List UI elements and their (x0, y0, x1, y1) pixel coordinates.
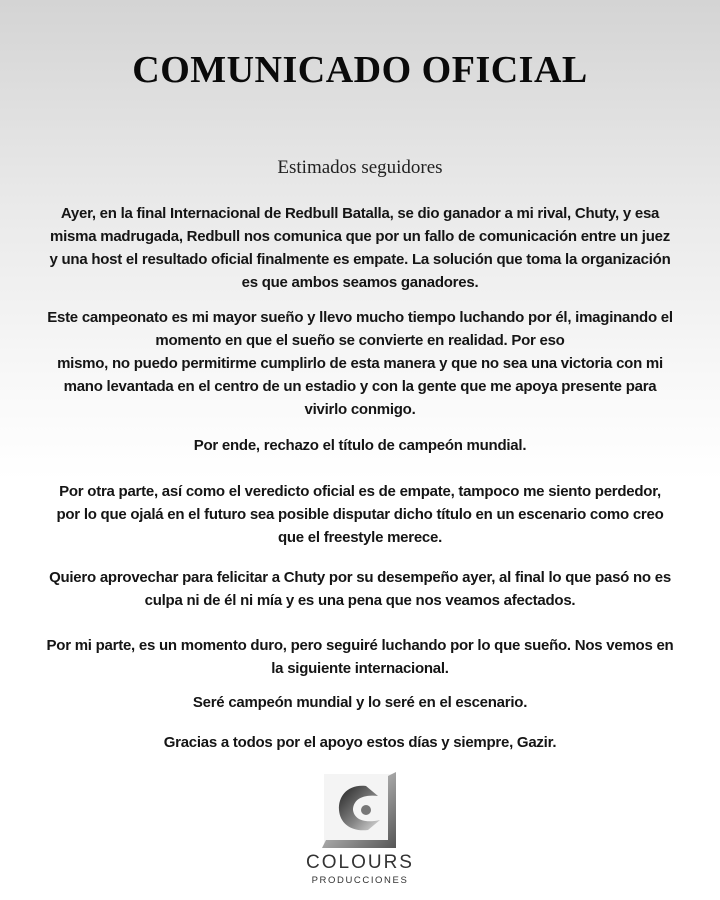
text-line: es que ambos seamos ganadores. (241, 274, 479, 291)
text-line: Quiero aprovechar para felicitar a Chuty por su desempeño ayer, al final lo que pasó no es (49, 569, 671, 586)
text-line: vivirlo conmigo. (304, 401, 416, 418)
text-line: mismo, no puedo permitirme cumplirlo de esta manera y que no sea una victoria con mi (57, 355, 663, 372)
paragraph-4 (0, 480, 720, 549)
text-line: Por mi parte, es un momento duro, pero seguiré luchando por lo que sueño. Nos vemos en (46, 637, 674, 654)
paragraph-5 (0, 566, 720, 612)
greeting: Estimados seguidores (277, 157, 443, 178)
paragraph-7 (0, 691, 720, 714)
text-line: Por otra parte, así como el veredicto oficial es de empate, tampoco me siento perdedor, (59, 483, 661, 500)
text-line: momento en que el sueño se convierte en realidad. Por eso (155, 332, 565, 349)
text-line: Ayer, en la final Internacional de Redbull Batalla, se dio ganador a mi rival, Chuty, y esa (60, 205, 660, 222)
paragraph-3 (0, 434, 720, 457)
text-line: culpa ni de él ni mía y es una pena que nos veamos afectados. (144, 592, 576, 609)
text-line: Gracias a todos por el apoyo estos días y siempre, Gazir. (163, 734, 557, 751)
text-line: la siguiente internacional. (271, 660, 449, 677)
text-line: mano levantada en el centro de un estadio y con la gente que me apoya presente para (63, 378, 657, 395)
text-line: que el freestyle merece. (277, 529, 443, 546)
text-line: misma madrugada, Redbull nos comunica que por un fallo de comunicación entre un juez (50, 228, 670, 245)
colours-logo-icon (322, 772, 398, 848)
text-line: y una host el resultado oficial finalmente es empate. La solución que toma la organización (49, 251, 671, 268)
text-line: Este campeonato es mi mayor sueño y llevo mucho tiempo luchando por él, imaginando el (47, 309, 673, 326)
paragraph-8 (0, 731, 720, 754)
logo-name: COLOURS (306, 852, 414, 873)
text-line: por lo que ojalá en el futuro sea posible disputar dicho título en un escenario como creo (56, 506, 664, 523)
text-line: Por ende, rechazo el título de campeón mundial. (193, 437, 527, 454)
paragraph-6 (0, 634, 720, 680)
paragraph-1 (0, 202, 720, 294)
text-line: Seré campeón mundial y lo seré en el escenario. (192, 694, 528, 711)
paragraph-2 (0, 306, 720, 421)
logo-subtitle: PRODUCCIONES (311, 875, 409, 886)
page-title: COMUNICADO OFICIAL (132, 49, 588, 91)
